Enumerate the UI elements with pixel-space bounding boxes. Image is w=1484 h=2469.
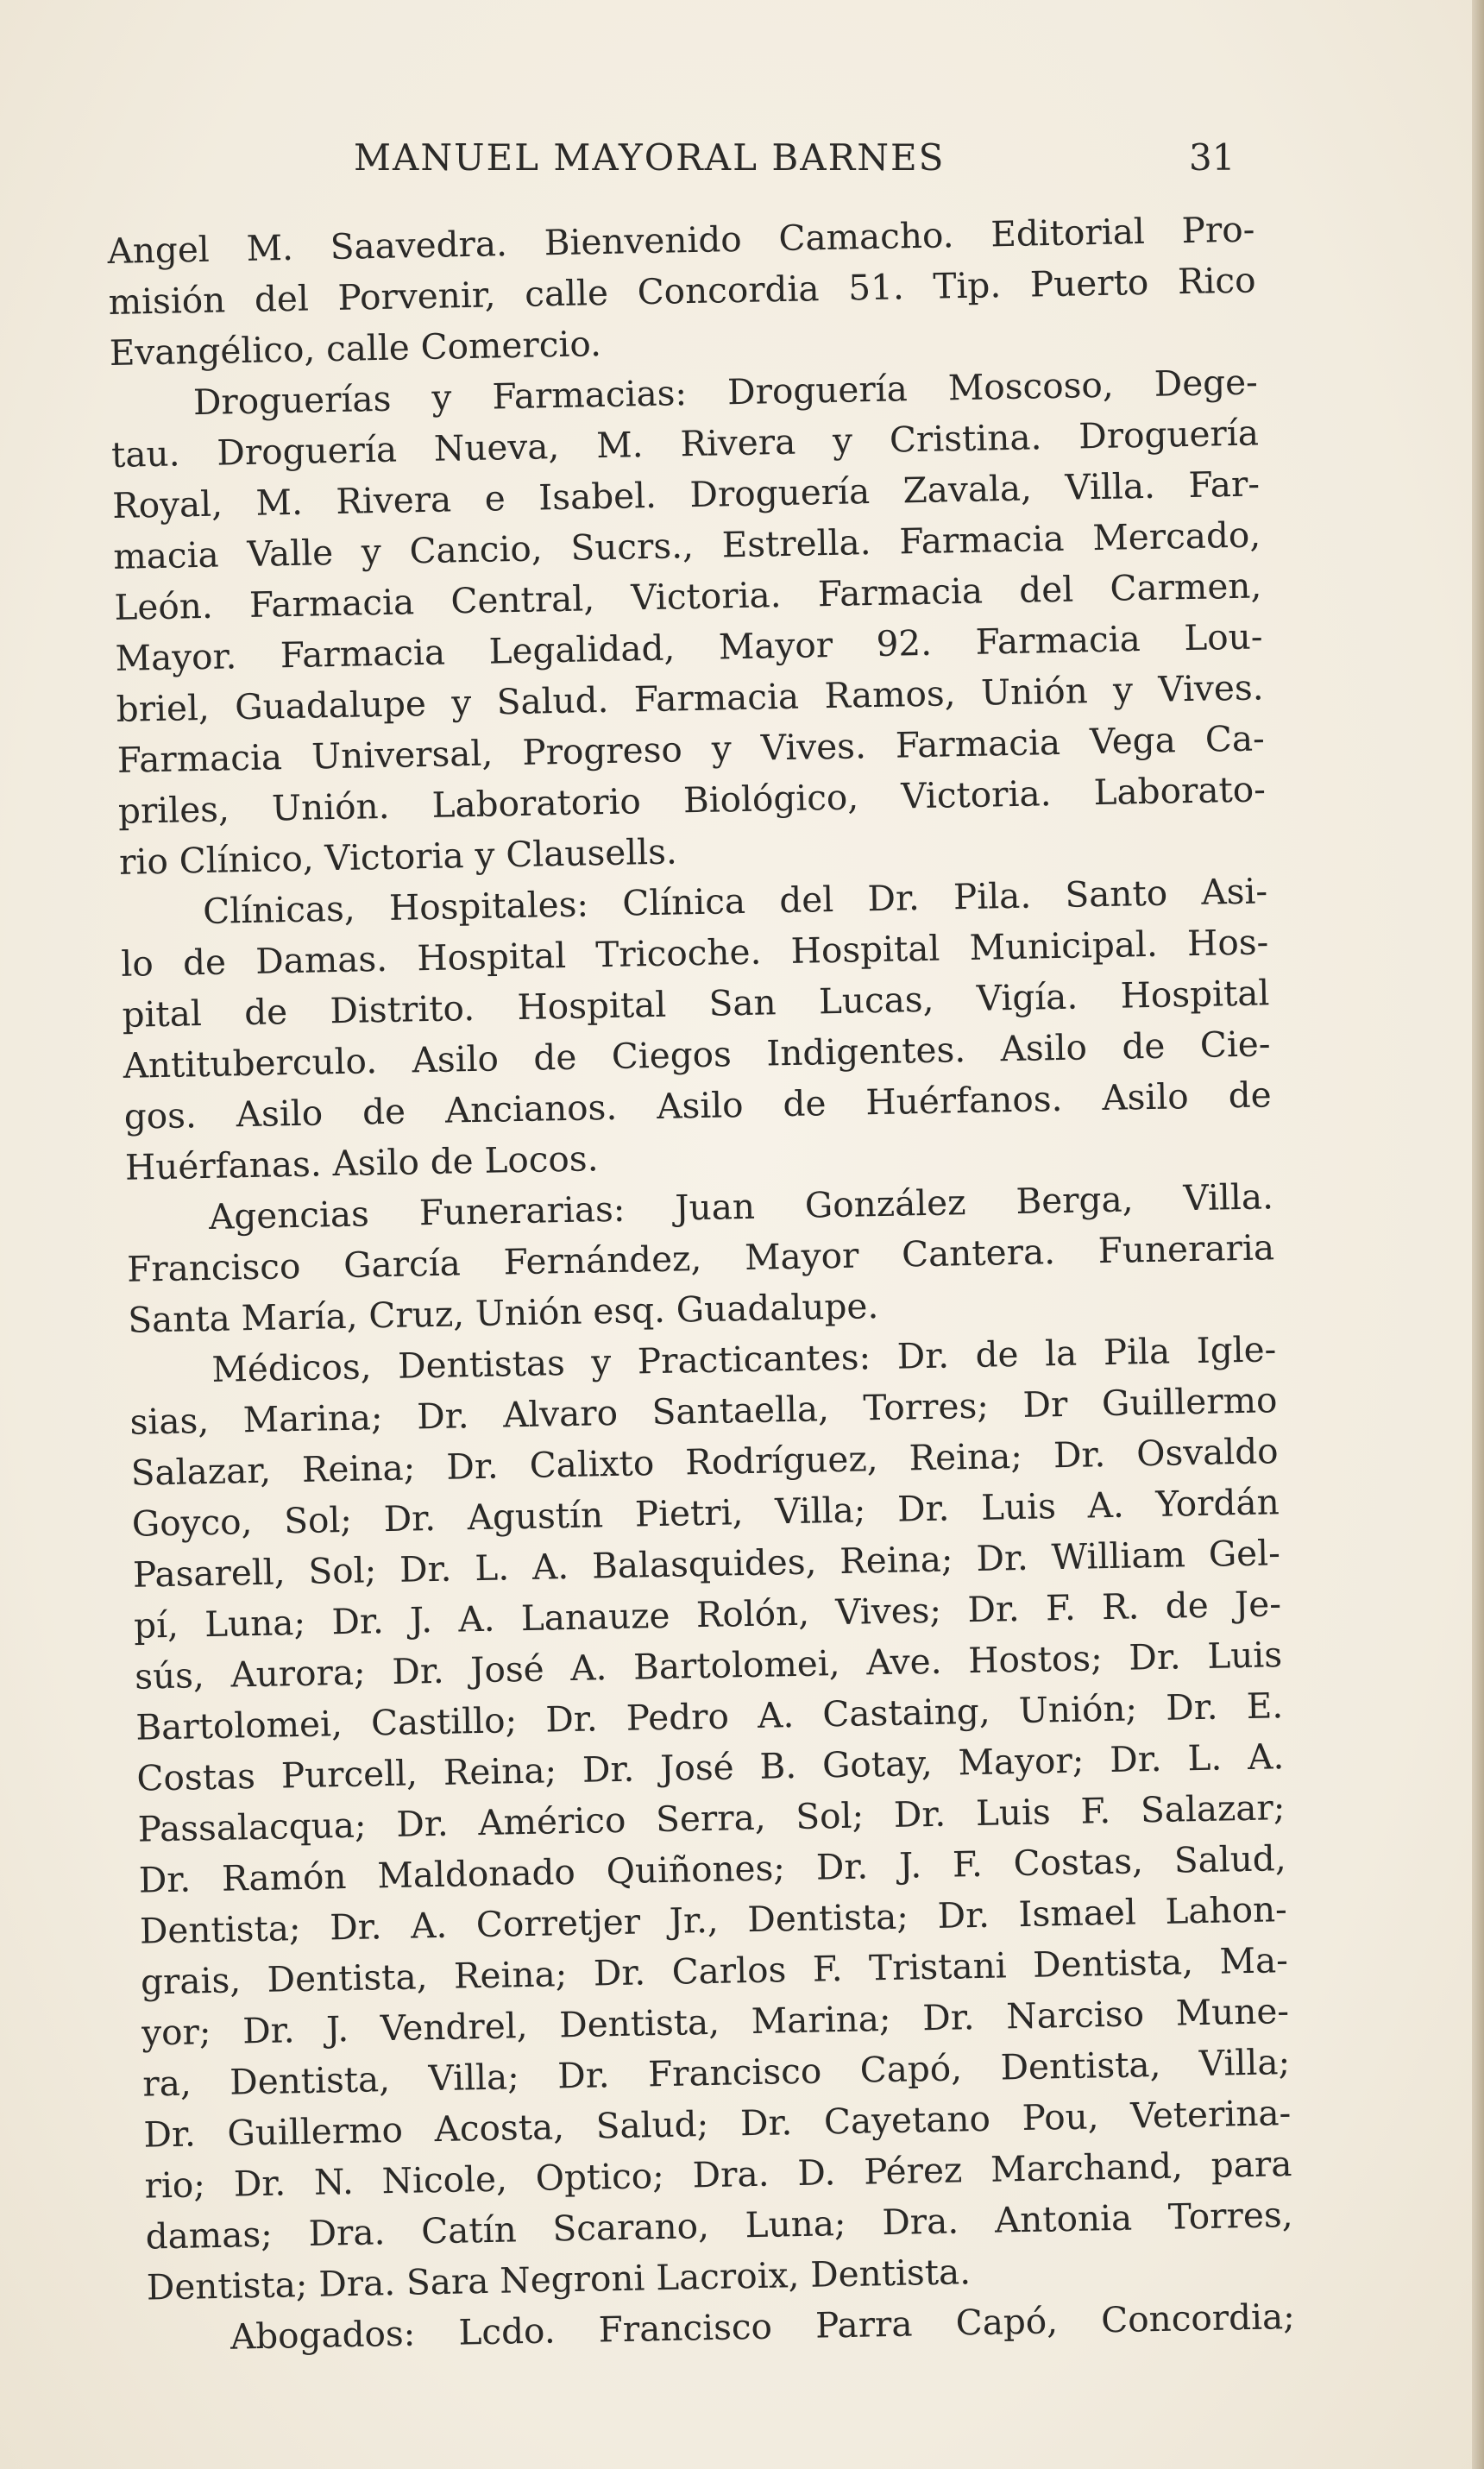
text-line: Abogados: Lcdo. Francisco Parra Capó, Concordia; xyxy=(230,2296,1296,2358)
text-line: rio Clínico, Victoria y Clausells. xyxy=(118,830,678,883)
text-line: Huérfanas. Asilo de Locos. xyxy=(124,1137,599,1188)
text-line: Passalacqua; Dr. Américo Serra, Sol; Dr. Luis F. Salazar; xyxy=(137,1786,1286,1850)
text-line: Goyco, Sol; Dr. Agustín Pietri, Villa; Dr. Luis A. Yordán xyxy=(131,1481,1280,1545)
text-line: briel, Guadalupe y Salud. Farmacia Ramos, Unión y Vives. xyxy=(116,666,1264,730)
body-text xyxy=(107,204,1295,2364)
text-line: rio; Dr. N. Nicole, Optico; Dra. D. Pérez Marchand, para xyxy=(144,2143,1292,2207)
text-line: Pasarell, Sol; Dr. L. A. Balasquides, Reina; Dr. William Gel- xyxy=(132,1532,1281,1596)
text-line: Clínicas, Hospitales: Clínica del Dr. Pila. Santo Asi- xyxy=(202,870,1268,933)
text-line: macia Valle y Cancio, Sucrs., Estrella. Farmacia Mercado, xyxy=(112,513,1261,577)
text-line: misión del Porvenir, calle Concordia 51. Tip. Puerto Rico xyxy=(108,259,1256,323)
page-edge-shadow xyxy=(1472,0,1484,2469)
text-line: Dr. Guillermo Acosta, Salud; Dr. Cayetano Pou, Veterina- xyxy=(143,2092,1292,2156)
text-line: Mayor. Farmacia Legalidad, Mayor 92. Farmacia Lou- xyxy=(115,615,1263,679)
text-line: Evangélico, calle Comercio. xyxy=(109,323,602,374)
page-number: 31 xyxy=(1189,136,1236,179)
text-line: gos. Asilo de Ancianos. Asilo de Huérfanos. Asilo de xyxy=(123,1074,1273,1137)
text-line: yor; Dr. J. Vendrel, Dentista, Marina; Dr. Narciso Mune- xyxy=(141,1990,1290,2054)
text-line: Royal, M. Rivera e Isabel. Droguería Zavala, Villa. Far- xyxy=(111,463,1261,526)
text-line: Angel M. Saavedra. Bienvenido Camacho. Editorial Pro- xyxy=(107,208,1255,272)
text-line: grais, Dentista, Reina; Dr. Carlos F. Tristani Dentista, Ma- xyxy=(140,1939,1289,2003)
text-line: sús, Aurora; Dr. José A. Bartolomei, Ave. Hostos; Dr. Luis xyxy=(134,1634,1283,1697)
text-line: damas; Dra. Catín Scarano, Luna; Dra. Antonia Torres, xyxy=(145,2194,1293,2258)
running-title: MANUEL MAYORAL BARNES xyxy=(354,136,946,179)
text-line: Francisco García Fernández, Mayor Cantera. Funeraria xyxy=(126,1226,1275,1290)
text-line: Agencias Funerarias: Juan González Berga, Villa. xyxy=(208,1175,1274,1238)
text-line: Farmacia Universal, Progreso y Vives. Farmacia Vega Ca- xyxy=(116,717,1266,781)
text-line: lo de Damas. Hospital Tricoche. Hospital Municipal. Hos- xyxy=(120,921,1269,985)
text-line: pital de Distrito. Hospital San Lucas, Vigía. Hospital xyxy=(122,972,1270,1036)
text-line: Bartolomei, Castillo; Dr. Pedro A. Castaing, Unión; Dr. E. xyxy=(135,1685,1284,1748)
text-line: Dr. Ramón Maldonado Quiñones; Dr. J. F. Costas, Salud, xyxy=(138,1837,1287,1901)
text-line: Dentista; Dr. A. Corretjer Jr., Dentista; Dr. Ismael Lahon- xyxy=(139,1888,1288,1952)
text-line: Salazar, Reina; Dr. Calixto Rodríguez, Reina; Dr. Osvaldo xyxy=(130,1430,1279,1494)
text-line: Médicos, Dentistas y Practicantes: Dr. de la Pila Igle- xyxy=(211,1328,1277,1390)
text-line: Antituberculo. Asilo de Ciegos Indigentes. Asilo de Cie- xyxy=(123,1023,1271,1086)
text-line: Costas Purcell, Reina; Dr. José B. Gotay, Mayor; Dr. L. A. xyxy=(136,1735,1285,1799)
text-line: tau. Droguería Nueva, M. Rivera y Cristina. Droguería xyxy=(110,412,1260,476)
text-line: Dentista; Dra. Sara Negroni Lacroix, Dentista. xyxy=(146,2251,972,2308)
text-line: pí, Luna; Dr. J. A. Lanauze Rolón, Vives; Dr. F. R. de Je- xyxy=(133,1583,1282,1647)
text-line: priles, Unión. Laboratorio Biológico, Victoria. Laborato- xyxy=(117,768,1267,832)
text-line: Santa María, Cruz, Unión esq. Guadalupe. xyxy=(127,1285,879,1341)
text-line: Droguerías y Farmacias: Droguería Moscoso, Dege- xyxy=(192,361,1259,424)
text-line: ra, Dentista, Villa; Dr. Francisco Capó, Dentista, Villa; xyxy=(141,2041,1291,2105)
text-line: León. Farmacia Central, Victoria. Farmacia del Carmen, xyxy=(114,564,1262,628)
text-line: sias, Marina; Dr. Alvaro Santaella, Torres; Dr Guillermo xyxy=(129,1379,1278,1443)
